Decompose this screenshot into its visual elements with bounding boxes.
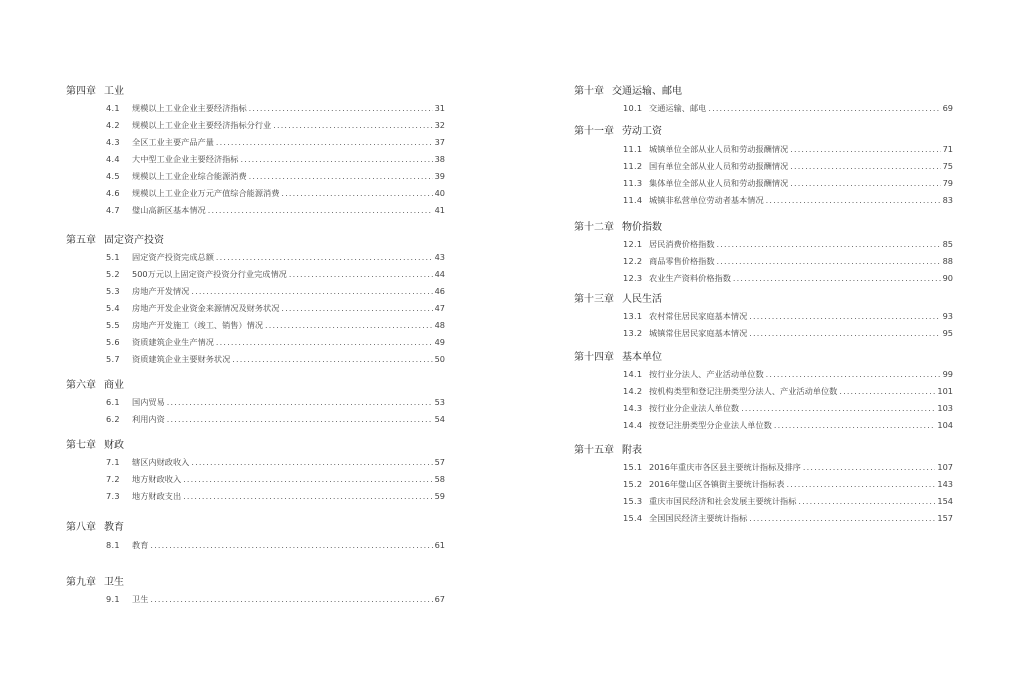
chapter-heading [574, 220, 662, 235]
toc-entry[interactable] [106, 267, 445, 282]
entry-number: 5.5 [106, 320, 120, 330]
entry-title: 资质建筑企业主要财务状况 [132, 354, 231, 364]
chapter-heading [66, 84, 124, 99]
entry-title: 2016年璧山区各镇街主要统计指标表 [649, 479, 785, 489]
entry-title: 居民消费价格指数 [649, 239, 715, 249]
entry-title: 重庆市国民经济和社会发展主要统计指标 [649, 496, 797, 506]
chapter-number: 第五章 [66, 235, 96, 246]
entry-number: 4.2 [106, 120, 120, 130]
chapter-title: 基本单位 [622, 352, 662, 363]
toc-entry[interactable] [623, 477, 953, 492]
entry-number: 11.4 [623, 195, 643, 205]
entry-page: 50 [434, 354, 445, 364]
dot-leader [749, 511, 935, 526]
dot-leader [790, 159, 940, 174]
entry-title: 按登记注册类型分企业法人单位数 [649, 420, 772, 430]
chapter-number: 第八章 [66, 522, 96, 533]
entry-page: 32 [434, 120, 445, 130]
entry-title: 教育 [132, 540, 149, 550]
dot-leader [708, 101, 940, 116]
toc-entry[interactable] [623, 159, 953, 174]
entry-number: 11.2 [623, 161, 643, 171]
entry-number: 5.3 [106, 286, 120, 296]
entry-title: 规模以上工业企业主要经济指标分行业 [132, 120, 272, 130]
chapter-heading [574, 443, 642, 458]
entry-page: 49 [434, 337, 445, 347]
toc-entry[interactable] [106, 186, 445, 201]
dot-leader [281, 186, 432, 201]
entry-page: 39 [434, 171, 445, 181]
entry-page: 143 [937, 479, 953, 489]
entry-page: 54 [434, 414, 445, 424]
toc-entry[interactable] [623, 418, 953, 433]
entry-page: 79 [942, 178, 953, 188]
entry-page: 93 [942, 311, 953, 321]
entry-number: 4.5 [106, 171, 120, 181]
entry-title: 全区工业主要产品产量 [132, 137, 214, 147]
chapter-number: 第十一章 [574, 126, 614, 137]
entry-number: 11.3 [623, 178, 643, 188]
entry-title: 农村常住居民家庭基本情况 [649, 311, 748, 321]
entry-page: 57 [434, 457, 445, 467]
dot-leader [216, 335, 433, 350]
entry-page: 71 [942, 144, 953, 154]
chapter-title: 附表 [622, 445, 642, 456]
entry-number: 13.2 [623, 328, 643, 338]
dot-leader [803, 460, 936, 475]
toc-entry[interactable] [623, 367, 953, 382]
entry-page: 44 [434, 269, 445, 279]
entry-number: 7.2 [106, 474, 120, 484]
toc-entry[interactable] [623, 460, 953, 475]
chapter-number: 第十五章 [574, 445, 614, 456]
entry-number: 13.1 [623, 311, 643, 321]
toc-entry[interactable] [106, 301, 445, 316]
entry-number: 12.3 [623, 273, 643, 283]
toc-entry[interactable] [106, 169, 445, 184]
entry-page: 88 [942, 256, 953, 266]
toc-entry[interactable] [106, 118, 445, 133]
entry-title: 按机构类型和登记注册类型分法人、产业活动单位数 [649, 386, 838, 396]
toc-entry[interactable] [623, 271, 953, 286]
entry-title: 利用内资 [132, 414, 165, 424]
entry-title: 房地产开发企业资金来源情况及财务状况 [132, 303, 280, 313]
chapter-title: 交通运输、邮电 [612, 86, 682, 97]
entry-page: 83 [942, 195, 953, 205]
dot-leader [273, 118, 432, 133]
entry-title: 资质建筑企业生产情况 [132, 337, 214, 347]
entry-page: 154 [937, 496, 953, 506]
dot-leader [191, 284, 432, 299]
toc-entry[interactable] [106, 250, 445, 265]
toc-entry[interactable] [106, 412, 445, 427]
chapter-heading [574, 350, 662, 365]
toc-entry[interactable] [106, 318, 445, 333]
entry-number: 6.2 [106, 414, 120, 424]
entry-page: 48 [434, 320, 445, 330]
chapter-number: 第十四章 [574, 352, 614, 363]
entry-page: 46 [434, 286, 445, 296]
toc-entry[interactable] [106, 395, 445, 410]
toc-entry[interactable] [623, 101, 953, 116]
entry-number: 5.7 [106, 354, 120, 364]
entry-title: 地方财政收入 [132, 474, 182, 484]
entry-number: 8.1 [106, 540, 120, 550]
toc-entry[interactable] [623, 401, 953, 416]
toc-entry[interactable] [623, 193, 953, 208]
entry-title: 农业生产资料价格指数 [649, 273, 731, 283]
entry-title: 500万元以上固定资产投资分行业完成情况 [132, 269, 287, 279]
dot-leader [839, 384, 935, 399]
chapter-title: 教育 [104, 522, 124, 533]
entry-number: 4.3 [106, 137, 120, 147]
dot-leader [749, 326, 940, 341]
entry-number: 5.1 [106, 252, 120, 262]
entry-title: 按行业分法人、产业活动单位数 [649, 369, 764, 379]
toc-entry[interactable] [106, 284, 445, 299]
chapter-title: 财政 [104, 440, 124, 451]
entry-page: 58 [434, 474, 445, 484]
chapter-heading [66, 438, 124, 453]
entry-number: 15.1 [623, 462, 643, 472]
toc-entry[interactable] [106, 592, 445, 607]
entry-title: 城镇单位全部从业人员和劳动报酬情况 [649, 144, 789, 154]
entry-page: 37 [434, 137, 445, 147]
dot-leader [281, 301, 432, 316]
entry-title: 集体单位全部从业人员和劳动报酬情况 [649, 178, 789, 188]
dot-leader [183, 489, 432, 504]
toc-entry[interactable] [106, 152, 445, 167]
dot-leader [766, 193, 941, 208]
entry-page: 103 [937, 403, 953, 413]
toc-entry[interactable] [623, 511, 953, 526]
chapter-number: 第七章 [66, 440, 96, 451]
entry-page: 75 [942, 161, 953, 171]
dot-leader [790, 176, 940, 191]
dot-leader [749, 309, 940, 324]
dot-leader [183, 472, 432, 487]
entry-page: 61 [434, 540, 445, 550]
entry-number: 14.3 [623, 403, 643, 413]
toc-entry[interactable] [623, 237, 953, 252]
entry-number: 10.1 [623, 103, 643, 113]
toc-entry[interactable] [623, 309, 953, 324]
dot-leader [249, 169, 433, 184]
chapter-title: 商业 [104, 380, 124, 391]
dot-leader [216, 135, 433, 150]
toc-entry[interactable] [623, 494, 953, 509]
entry-page: 59 [434, 491, 445, 501]
toc-entry[interactable] [623, 384, 953, 399]
entry-page: 85 [942, 239, 953, 249]
entry-title: 规模以上工业企业万元产值综合能源消费 [132, 188, 280, 198]
dot-leader [191, 455, 432, 470]
toc-entry[interactable] [623, 254, 953, 269]
entry-title: 2016年重庆市各区县主要统计指标及排序 [649, 462, 801, 472]
dot-leader [774, 418, 936, 433]
entry-page: 31 [434, 103, 445, 113]
entry-number: 14.2 [623, 386, 643, 396]
entry-page: 69 [942, 103, 953, 113]
entry-title: 国内贸易 [132, 397, 165, 407]
chapter-title: 劳动工资 [622, 126, 662, 137]
dot-leader [249, 101, 433, 116]
entry-number: 15.4 [623, 513, 643, 523]
dot-leader [717, 237, 941, 252]
entry-page: 43 [434, 252, 445, 262]
dot-leader [208, 203, 433, 218]
chapter-title: 工业 [104, 86, 124, 97]
entry-title: 卫生 [132, 594, 149, 604]
chapter-heading [66, 520, 124, 535]
entry-page: 40 [434, 188, 445, 198]
entry-number: 5.6 [106, 337, 120, 347]
entry-title: 房地产开发情况 [132, 286, 190, 296]
entry-number: 9.1 [106, 594, 120, 604]
toc-entry[interactable] [106, 455, 445, 470]
entry-page: 38 [434, 154, 445, 164]
entry-number: 12.2 [623, 256, 643, 266]
chapter-heading [574, 124, 662, 139]
entry-page: 107 [937, 462, 953, 472]
entry-number: 11.1 [623, 144, 643, 154]
entry-number: 4.1 [106, 103, 120, 113]
entry-page: 90 [942, 273, 953, 283]
dot-leader [167, 412, 433, 427]
entry-page: 95 [942, 328, 953, 338]
entry-number: 12.1 [623, 239, 643, 249]
chapter-title: 人民生活 [622, 294, 662, 305]
entry-title: 璧山高新区基本情况 [132, 205, 206, 215]
dot-leader [232, 352, 432, 367]
toc-entry[interactable] [106, 135, 445, 150]
chapter-title: 卫生 [104, 577, 124, 588]
entry-number: 7.1 [106, 457, 120, 467]
toc-entry[interactable] [106, 489, 445, 504]
entry-number: 4.7 [106, 205, 120, 215]
entry-page: 101 [937, 386, 953, 396]
entry-number: 15.3 [623, 496, 643, 506]
toc-entry[interactable] [623, 142, 953, 157]
dot-leader [150, 592, 432, 607]
chapter-number: 第六章 [66, 380, 96, 391]
dot-leader [240, 152, 432, 167]
entry-title: 城镇常住居民家庭基本情况 [649, 328, 748, 338]
entry-title: 规模以上工业企业综合能源消费 [132, 171, 247, 181]
chapter-heading [66, 378, 124, 393]
dot-leader [786, 477, 935, 492]
toc-entry[interactable] [623, 326, 953, 341]
entry-number: 6.1 [106, 397, 120, 407]
chapter-heading [66, 233, 164, 248]
toc-entry[interactable] [106, 538, 445, 553]
chapter-number: 第十三章 [574, 294, 614, 305]
entry-page: 99 [942, 369, 953, 379]
entry-title: 交通运输、邮电 [649, 103, 707, 113]
entry-title: 大中型工业企业主要经济指标 [132, 154, 239, 164]
entry-number: 4.6 [106, 188, 120, 198]
entry-page: 157 [937, 513, 953, 523]
chapter-number: 第十章 [574, 86, 604, 97]
entry-page: 47 [434, 303, 445, 313]
toc-entry[interactable] [106, 352, 445, 367]
chapter-number: 第十二章 [574, 222, 614, 233]
entry-number: 7.3 [106, 491, 120, 501]
chapter-title: 物价指数 [622, 222, 662, 233]
dot-leader [167, 395, 433, 410]
entry-number: 5.2 [106, 269, 120, 279]
entry-title: 地方财政支出 [132, 491, 182, 501]
entry-title: 固定资产投资完成总额 [132, 252, 214, 262]
entry-number: 14.4 [623, 420, 643, 430]
entry-number: 14.1 [623, 369, 643, 379]
toc-entry[interactable] [623, 176, 953, 191]
toc-entry[interactable] [106, 335, 445, 350]
toc-entry[interactable] [106, 203, 445, 218]
dot-leader [265, 318, 433, 333]
chapter-heading [574, 84, 682, 99]
dot-leader [798, 494, 935, 509]
dot-leader [216, 250, 433, 265]
toc-entry[interactable] [106, 472, 445, 487]
dot-leader [150, 538, 432, 553]
entry-title: 房地产开发施工（竣工、销售）情况 [132, 320, 264, 330]
dot-leader [766, 367, 941, 382]
chapter-title: 固定资产投资 [104, 235, 164, 246]
dot-leader [717, 254, 941, 269]
entry-page: 104 [937, 420, 953, 430]
chapter-number: 第九章 [66, 577, 96, 588]
dot-leader [741, 401, 935, 416]
entry-title: 国有单位全部从业人员和劳动报酬情况 [649, 161, 789, 171]
entry-page: 67 [434, 594, 445, 604]
toc-entry[interactable] [106, 101, 445, 116]
entry-number: 4.4 [106, 154, 120, 164]
chapter-heading [66, 575, 124, 590]
entry-number: 15.2 [623, 479, 643, 489]
entry-title: 城镇非私营单位劳动者基本情况 [649, 195, 764, 205]
entry-page: 53 [434, 397, 445, 407]
chapter-heading [574, 292, 662, 307]
entry-title: 全国国民经济主要统计指标 [649, 513, 748, 523]
entry-number: 5.4 [106, 303, 120, 313]
entry-title: 按行业分企业法人单位数 [649, 403, 740, 413]
dot-leader [790, 142, 940, 157]
chapter-number: 第四章 [66, 86, 96, 97]
entry-page: 41 [434, 205, 445, 215]
entry-title: 辖区内财政收入 [132, 457, 190, 467]
entry-title: 规模以上工业企业主要经济指标 [132, 103, 247, 113]
dot-leader [733, 271, 941, 286]
entry-title: 商品零售价格指数 [649, 256, 715, 266]
dot-leader [289, 267, 433, 282]
